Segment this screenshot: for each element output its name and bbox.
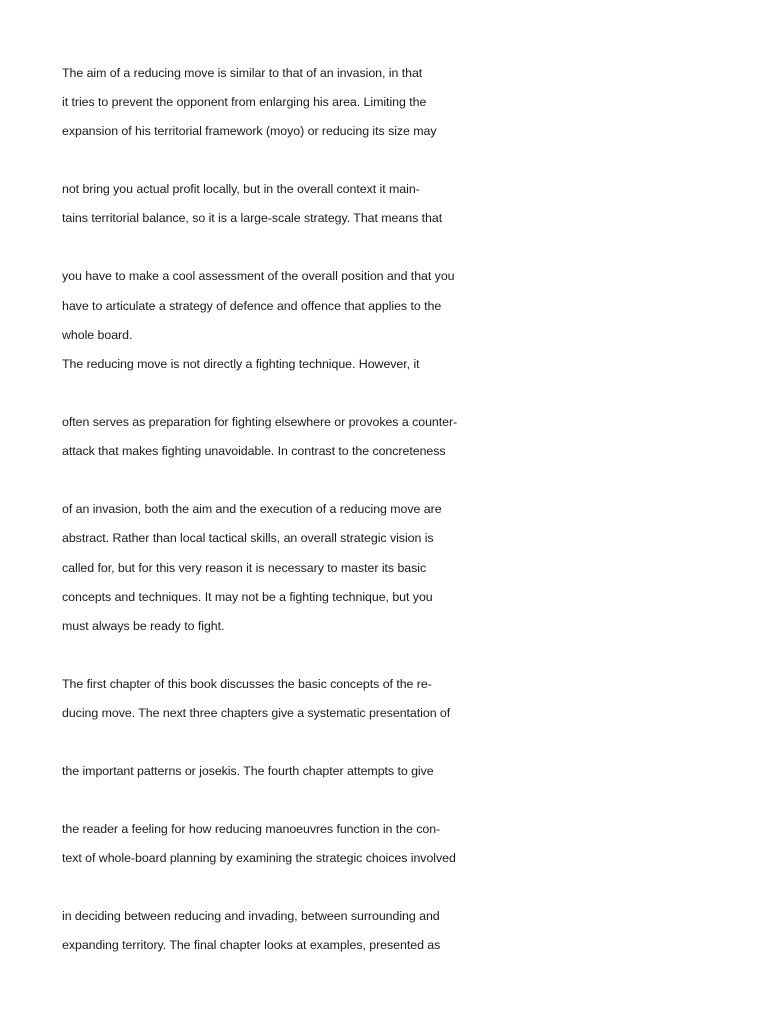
text-line: the reader a feeling for how reducing manoeuvres function in the con- — [62, 822, 441, 836]
text-line: abstract. Rather than local tactical skills, an overall strategic vision is — [62, 531, 434, 545]
text-line: ducing move. The next three chapters give a systematic presentation of — [62, 706, 451, 720]
text-line: called for, but for this very reason it is necessary to master its basic — [62, 561, 427, 575]
text-line: must always be ready to fight. — [62, 619, 225, 633]
text-line: The aim of a reducing move is similar to that of an invasion, in that — [62, 66, 423, 80]
text-line: expansion of his territorial framework (moyo) or reducing its size may — [62, 124, 437, 138]
text-line: in deciding between reducing and invading, between surrounding and — [62, 909, 440, 923]
text-line: attack that makes fighting unavoidable. In contrast to the concreteness — [62, 444, 446, 458]
text-line: The reducing move is not directly a fighting technique. However, it — [62, 357, 420, 371]
text-line: whole board. — [62, 328, 133, 342]
text-line: not bring you actual profit locally, but in the overall context it main- — [62, 182, 420, 196]
text-line: you have to make a cool assessment of the overall position and that you — [62, 269, 455, 283]
text-line: tains territorial balance, so it is a large-scale strategy. That means that — [62, 211, 443, 225]
text-line: The first chapter of this book discusses the basic concepts of the re- — [62, 677, 432, 691]
text-line: of an invasion, both the aim and the execution of a reducing move are — [62, 502, 442, 516]
text-line: the important patterns or josekis. The fourth chapter attempts to give — [62, 764, 434, 778]
text-line: have to articulate a strategy of defence and offence that applies to the — [62, 299, 442, 313]
text-line: it tries to prevent the opponent from enlarging his area. Limiting the — [62, 95, 427, 109]
text-line: text of whole-board planning by examining the strategic choices involved — [62, 851, 456, 865]
text-line: often serves as preparation for fighting elsewhere or provokes a counter- — [62, 415, 458, 429]
text-line: concepts and techniques. It may not be a fighting technique, but you — [62, 590, 433, 604]
text-line: expanding territory. The final chapter looks at examples, presented as — [62, 938, 441, 952]
